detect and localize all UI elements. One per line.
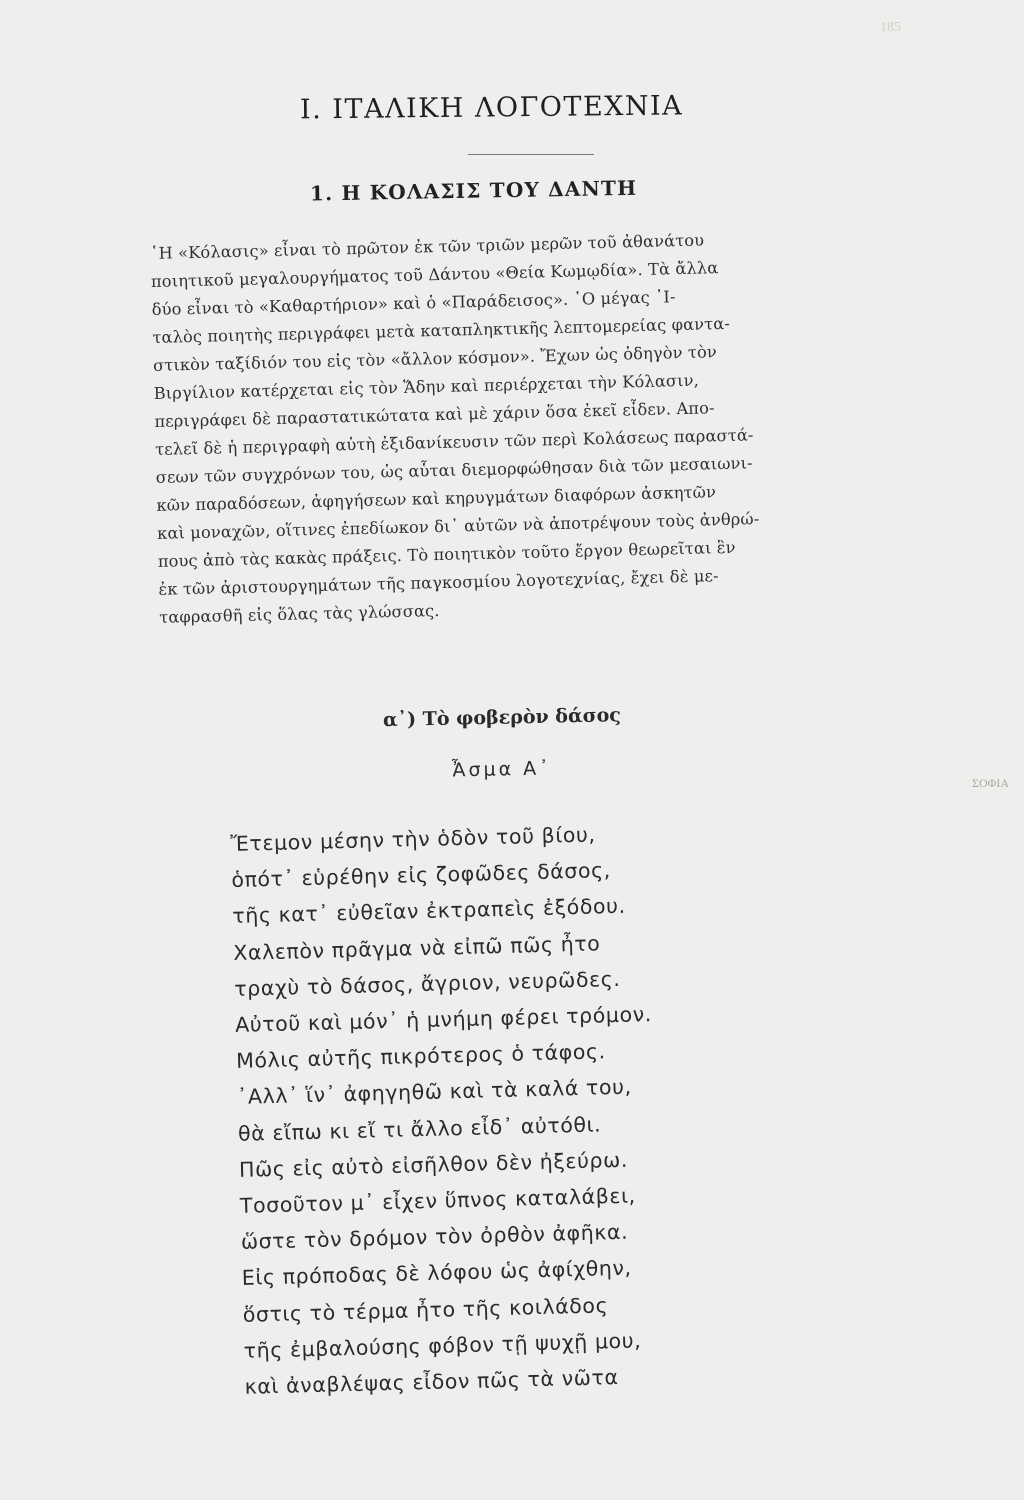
prose-line: ταφρασθῆ εἰς ὅλας τὰς γλώσσας. bbox=[158, 601, 440, 627]
page-number: 185 bbox=[880, 20, 901, 35]
title-divider bbox=[468, 154, 594, 155]
prose-line: σεων τῶν συγχρόνων του, ὡς αὗται διεμορφώθησαν διὰ τῶν μεσαιωνι- bbox=[155, 453, 753, 487]
poem-line: ὅστις τὸ τέρμα ἦτο τῆς κοιλάδος bbox=[242, 1292, 609, 1327]
margin-mark: ΣΟΦΙΑ bbox=[972, 776, 1010, 790]
prose-line: δύο εἶναι τὸ «Καθαρτήριον» καὶ ὁ «Παράδεισος». ῾Ο μέγας ᾿Ι- bbox=[151, 287, 676, 319]
poem-line: Πῶς εἰς αὐτὸ εἰσῆλθον δὲν ἠξεύρω. bbox=[238, 1147, 629, 1182]
poem-line: τῆς κατ᾿ εὐθεῖαν ἐκτραπεὶς ἐξόδου. bbox=[232, 894, 626, 929]
poem-line: Χαλεπὸν πρᾶγμα νὰ εἰπῶ πῶς ἦτο bbox=[233, 930, 601, 965]
poem-line: Τοσοῦτον μ᾿ εἶχεν ὕπνος καταλάβει, bbox=[239, 1183, 637, 1218]
poem-line: ὁπότ᾿ εὑρέθην εἰς ζοφῶδες δάσος, bbox=[231, 858, 612, 893]
prose-line: πους ἀπὸ τὰς κακὰς πράξεις. Τὸ ποιητικὸν τοῦτο ἔργον θεωρεῖται ἓν bbox=[157, 537, 736, 571]
poem-line: θὰ εἴπω κι εἴ τι ἄλλο εἶδ᾿ αὐτόθι. bbox=[237, 1112, 602, 1146]
prose-line: ἐκ τῶν ἀριστουργημάτων τῆς παγκοσμίου λογοτεχνίας, ἔχει δὲ με- bbox=[158, 566, 719, 599]
prose-line: τελεῖ δὲ ἡ περιγραφὴ αὐτὴ ἐξιδανίκευσιν τῶν περὶ Κολάσεως παραστά- bbox=[154, 425, 754, 459]
poem-stanza bbox=[230, 811, 805, 1405]
prose-line: Βιργίλιον κατέρχεται εἰς τὸν Ἅδην καὶ περιέρχεται τὴν Κόλασιν, bbox=[153, 370, 700, 403]
poem-line: Μόλις αὐτῆς πικρότερος ὁ τάφος. bbox=[235, 1039, 607, 1074]
prose-line: στικὸν ταξίδιόν του εἰς τὸν «ἄλλον κόσμον». Ἔχων ὡς ὁδηγὸν τὸν bbox=[152, 342, 718, 375]
prose-line: περιγράφει δὲ παραστατικώτατα καὶ μὲ χάριν ὅσα ἐκεῖ εἶδεν. Απο- bbox=[154, 398, 715, 431]
poem-line: ὥστε τὸν δρόμον τὸν ὀρθὸν ἀφῆκα. bbox=[240, 1219, 629, 1255]
poem-line: καὶ ἀναβλέψας εἶδον πῶς τὰ νῶτα bbox=[244, 1365, 619, 1399]
poem-line: Ἔτεμον μέσην τὴν ὁδὸν τοῦ βίου, bbox=[230, 822, 596, 856]
prose-line: ῾Η «Κόλασις» εἶναι τὸ πρῶτον ἐκ τῶν τριῶν μερῶν τοῦ ἀθανάτου bbox=[150, 230, 705, 263]
chapter-title: Ι. ΙΤΑΛΙΚΗ ΛΟΓΟΤΕΧΝΙΑ bbox=[299, 90, 684, 126]
subsection-title: α᾿) Τὸ φοβερὸν δάσος bbox=[382, 704, 622, 732]
prose-paragraph bbox=[150, 222, 899, 632]
poem-line: ᾿Αλλ᾿ ἵν᾿ ἀφηγηθῶ καὶ τὰ καλά του, bbox=[236, 1075, 632, 1110]
prose-line: ποιητικοῦ μεγαλουργήματος τοῦ Δάντου «Θεία Κωμῳδία». Τὰ ἄλλα bbox=[150, 258, 719, 291]
poem-line: τῆς ἐμβαλούσης φόβον τῇ ψυχῇ μου, bbox=[243, 1328, 642, 1363]
section-title: 1. Η ΚΟΛΑΣΙΣ ΤΟΥ ΔΑΝΤΗ bbox=[309, 175, 638, 206]
canto-title: Ἆσμα Α᾿ bbox=[451, 757, 552, 782]
poem-line: Αὐτοῦ καὶ μόν᾿ ἡ μνήμη φέρει τρόμον. bbox=[234, 1002, 653, 1037]
poem-line: Εἰς πρόποδας δὲ λόφου ὡς ἀφίχθην, bbox=[241, 1256, 632, 1291]
prose-line: καὶ μοναχῶν, οἵτινες ἐπεδίωκον δι᾿ αὐτῶν νὰ ἀποτρέψουν τοὺς ἀνθρώ- bbox=[156, 509, 760, 543]
poem-line: τραχὺ τὸ δάσος, ἄγριον, νευρῶδες. bbox=[233, 966, 621, 1001]
prose-line: κῶν παραδόσεων, ἀφηγήσεων καὶ κηρυγμάτων διαφόρων ἀσκητῶν bbox=[156, 482, 717, 515]
prose-line: ταλὸς ποιητὴς περιγράφει μετὰ καταπληκτικῆς λεπτομερείας φαντα- bbox=[152, 313, 731, 347]
